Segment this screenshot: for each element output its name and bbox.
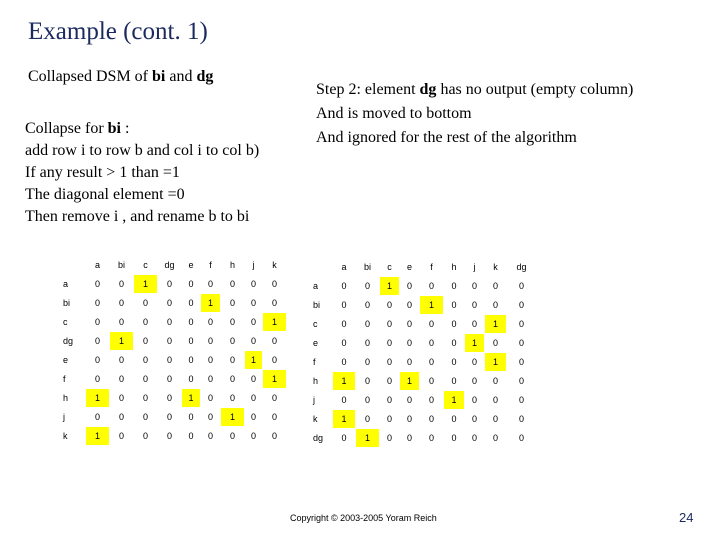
matrix-cell: 0 <box>245 408 263 427</box>
matrix-cell: 0 <box>444 429 465 448</box>
copyright: Copyright © 2003-2005 Yoram Reich <box>290 513 437 523</box>
matrix-cell: 0 <box>507 429 537 448</box>
matrix-cell: 1 <box>380 277 400 296</box>
matrix-row <box>311 391 537 410</box>
matrix-cell: 0 <box>158 351 182 370</box>
matrix-cell: 0 <box>201 427 221 446</box>
row-header: c <box>61 313 86 332</box>
collapse-line-5: Then remove i , and rename b to bi <box>25 208 250 225</box>
matrix-cell: 0 <box>158 370 182 389</box>
matrix-cell: 1 <box>221 408 245 427</box>
matrix-cell: 0 <box>245 294 263 313</box>
step2-line-1-pre: Step 2: element <box>316 81 420 98</box>
matrix-cell: 0 <box>420 429 444 448</box>
collapse-line-1-post: : <box>121 120 130 137</box>
matrix-cell: 0 <box>465 410 485 429</box>
matrix-cell: 0 <box>134 370 158 389</box>
column-header: k <box>263 256 287 275</box>
matrix-cell: 0 <box>263 351 287 370</box>
step2-text <box>316 78 633 150</box>
collapse-line-1-pre: Collapse for <box>25 120 108 137</box>
matrix-cell: 1 <box>444 391 465 410</box>
matrix-cell: 0 <box>110 313 134 332</box>
matrix-cell: 0 <box>201 313 221 332</box>
matrix-cell: 1 <box>182 389 201 408</box>
matrix-cell: 0 <box>110 370 134 389</box>
matrix-cell: 0 <box>444 372 465 391</box>
matrix-cell: 0 <box>507 277 537 296</box>
row-header: h <box>311 372 333 391</box>
matrix-cell: 0 <box>134 408 158 427</box>
matrix-cell: 0 <box>134 313 158 332</box>
matrix-cell: 0 <box>201 389 221 408</box>
matrix-cell: 0 <box>420 277 444 296</box>
matrix-cell: 0 <box>221 427 245 446</box>
subtitle-mid: and <box>165 68 197 85</box>
matrix-cell: 0 <box>158 275 182 294</box>
matrix-cell: 0 <box>400 315 420 334</box>
matrix-cell: 0 <box>485 410 507 429</box>
column-header: bi <box>356 258 380 277</box>
matrix-row <box>311 334 537 353</box>
matrix-cell: 0 <box>420 391 444 410</box>
matrix-row <box>311 372 537 391</box>
row-header: e <box>311 334 333 353</box>
row-header: k <box>61 427 86 446</box>
matrix-cell: 0 <box>221 370 245 389</box>
matrix-cell: 0 <box>110 294 134 313</box>
subtitle-dg: dg <box>196 68 214 85</box>
matrix-cell: 0 <box>201 332 221 351</box>
matrix-cell: 0 <box>400 391 420 410</box>
matrix-cell: 0 <box>201 275 221 294</box>
matrix-cell: 0 <box>380 410 400 429</box>
matrix-cell: 0 <box>221 389 245 408</box>
matrix-cell: 0 <box>245 313 263 332</box>
matrix-row <box>311 429 537 448</box>
column-header: j <box>245 256 263 275</box>
matrix-cell: 1 <box>86 427 110 446</box>
matrix-cell: 0 <box>182 294 201 313</box>
matrix-cell: 1 <box>201 294 221 313</box>
matrix-cell: 1 <box>86 389 110 408</box>
matrix-cell: 0 <box>465 296 485 315</box>
matrix-cell: 0 <box>333 296 356 315</box>
matrix-cell: 0 <box>263 275 287 294</box>
matrix-cell: 0 <box>134 427 158 446</box>
column-header: h <box>444 258 465 277</box>
matrix-row <box>311 277 537 296</box>
matrix-cell: 0 <box>158 294 182 313</box>
matrix-cell: 0 <box>380 372 400 391</box>
corner-cell <box>311 258 333 277</box>
row-header: a <box>61 275 86 294</box>
matrix-cell: 0 <box>356 410 380 429</box>
matrix-cell: 0 <box>465 372 485 391</box>
matrix-cell: 0 <box>245 389 263 408</box>
matrix-cell: 0 <box>400 353 420 372</box>
header-row <box>311 258 537 277</box>
collapse-line-2: add row i to row b and col i to col b) <box>25 142 260 159</box>
matrix-cell: 0 <box>507 315 537 334</box>
column-header: f <box>201 256 221 275</box>
matrix-cell: 0 <box>134 351 158 370</box>
matrix-cell: 0 <box>158 427 182 446</box>
matrix-cell: 0 <box>380 334 400 353</box>
matrix-cell: 0 <box>420 410 444 429</box>
matrix-cell: 0 <box>356 391 380 410</box>
column-header: f <box>420 258 444 277</box>
matrix-cell: 0 <box>86 408 110 427</box>
matrix-cell: 0 <box>356 296 380 315</box>
matrix-cell: 0 <box>182 332 201 351</box>
matrix-cell: 1 <box>333 372 356 391</box>
matrix-row <box>61 313 287 332</box>
matrix-cell: 0 <box>400 277 420 296</box>
matrix-cell: 0 <box>507 391 537 410</box>
matrix-cell: 0 <box>465 277 485 296</box>
matrix-cell: 1 <box>356 429 380 448</box>
matrix-cell: 0 <box>221 332 245 351</box>
matrix-cell: 0 <box>444 410 465 429</box>
matrix-row <box>311 353 537 372</box>
matrix-row <box>311 410 537 429</box>
row-header: j <box>61 408 86 427</box>
corner-cell <box>61 256 86 275</box>
collapse-line-3: If any result > 1 than =1 <box>25 164 180 181</box>
row-header: f <box>61 370 86 389</box>
matrix-cell: 0 <box>201 408 221 427</box>
matrix-cell: 0 <box>420 315 444 334</box>
matrix-cell: 0 <box>158 408 182 427</box>
matrix-cell: 0 <box>356 372 380 391</box>
matrix-cell: 0 <box>400 429 420 448</box>
matrix-cell: 0 <box>465 315 485 334</box>
column-header: a <box>333 258 356 277</box>
matrix-cell: 0 <box>444 277 465 296</box>
matrix-cell: 0 <box>86 351 110 370</box>
matrix-cell: 0 <box>158 332 182 351</box>
matrix-cell: 0 <box>221 275 245 294</box>
matrix-cell: 0 <box>182 427 201 446</box>
matrix-cell: 0 <box>333 391 356 410</box>
column-header: e <box>182 256 201 275</box>
matrix-row <box>311 296 537 315</box>
matrix-cell: 0 <box>263 427 287 446</box>
matrix-cell: 0 <box>380 296 400 315</box>
matrix-cell: 0 <box>86 370 110 389</box>
step2-line-1-bold: dg <box>419 81 437 98</box>
matrix-cell: 0 <box>485 429 507 448</box>
matrix-cell: 0 <box>333 277 356 296</box>
matrix-cell: 0 <box>420 372 444 391</box>
matrix-cell: 0 <box>110 351 134 370</box>
matrix-cell: 0 <box>110 427 134 446</box>
matrix-row <box>61 427 287 446</box>
column-header: dg <box>507 258 537 277</box>
column-header: j <box>465 258 485 277</box>
matrix-cell: 1 <box>263 313 287 332</box>
matrix-cell: 0 <box>356 353 380 372</box>
row-header: bi <box>311 296 333 315</box>
matrix-cell: 0 <box>400 296 420 315</box>
matrix-cell: 0 <box>420 334 444 353</box>
matrix-cell: 0 <box>221 294 245 313</box>
matrix-cell: 0 <box>201 351 221 370</box>
matrix-cell: 0 <box>110 389 134 408</box>
matrix-cell: 0 <box>465 353 485 372</box>
step2-line-3: And ignored for the rest of the algorithm <box>316 129 577 146</box>
matrix-cell: 0 <box>507 296 537 315</box>
matrix-cell: 0 <box>485 372 507 391</box>
matrix-cell: 0 <box>380 315 400 334</box>
matrix-cell: 0 <box>110 408 134 427</box>
row-header: j <box>311 391 333 410</box>
matrix-row <box>61 370 287 389</box>
slide-title: Example (cont. 1) <box>28 18 208 45</box>
matrix-row <box>61 332 287 351</box>
matrix-cell: 0 <box>110 275 134 294</box>
matrix-cell: 0 <box>86 332 110 351</box>
matrix-cell: 0 <box>263 332 287 351</box>
subtitle-bi: bi <box>152 68 166 85</box>
row-header: a <box>311 277 333 296</box>
collapse-line-4: The diagonal element =0 <box>25 186 185 203</box>
matrix-cell: 0 <box>380 353 400 372</box>
step2-line-2: And is moved to bottom <box>316 105 472 122</box>
matrix-cell: 0 <box>485 296 507 315</box>
matrix-cell: 0 <box>356 334 380 353</box>
matrix-cell: 0 <box>333 334 356 353</box>
column-header: e <box>400 258 420 277</box>
matrix-cell: 0 <box>263 294 287 313</box>
matrix-cell: 0 <box>485 277 507 296</box>
header-row <box>61 256 287 275</box>
row-header: k <box>311 410 333 429</box>
matrix-cell: 0 <box>182 351 201 370</box>
matrix-cell: 0 <box>333 315 356 334</box>
row-header: dg <box>311 429 333 448</box>
matrix-cell: 0 <box>86 275 110 294</box>
row-header: h <box>61 389 86 408</box>
matrix-cell: 0 <box>221 351 245 370</box>
column-header: bi <box>110 256 134 275</box>
matrix-cell: 0 <box>245 370 263 389</box>
matrix-cell: 0 <box>182 370 201 389</box>
matrix-cell: 0 <box>507 410 537 429</box>
row-header: bi <box>61 294 86 313</box>
column-header: c <box>134 256 158 275</box>
matrix-row <box>61 294 287 313</box>
matrix-cell: 0 <box>245 275 263 294</box>
matrix-cell: 0 <box>221 313 245 332</box>
matrix-cell: 0 <box>245 332 263 351</box>
matrix-cell: 1 <box>110 332 134 351</box>
matrix-cell: 1 <box>245 351 263 370</box>
left-dsm-matrix <box>60 255 287 446</box>
matrix-cell: 0 <box>400 410 420 429</box>
matrix-cell: 1 <box>485 353 507 372</box>
matrix-cell: 1 <box>333 410 356 429</box>
matrix-cell: 0 <box>263 408 287 427</box>
matrix-cell: 0 <box>485 334 507 353</box>
matrix-cell: 0 <box>245 427 263 446</box>
matrix-cell: 0 <box>158 313 182 332</box>
collapse-line-1 <box>25 118 259 140</box>
column-header: k <box>485 258 507 277</box>
matrix-cell: 0 <box>201 370 221 389</box>
matrix-cell: 0 <box>444 334 465 353</box>
matrix-cell: 1 <box>420 296 444 315</box>
matrix-cell: 0 <box>333 429 356 448</box>
matrix-cell: 0 <box>182 275 201 294</box>
matrix-cell: 0 <box>507 353 537 372</box>
right-dsm-matrix <box>310 257 537 448</box>
matrix-row <box>61 351 287 370</box>
page-number: 24 <box>679 510 694 525</box>
row-header: e <box>61 351 86 370</box>
matrix-cell: 0 <box>356 277 380 296</box>
column-header: h <box>221 256 245 275</box>
matrix-cell: 0 <box>134 332 158 351</box>
matrix-cell: 0 <box>444 315 465 334</box>
matrix-cell: 0 <box>380 391 400 410</box>
matrix-row <box>311 315 537 334</box>
subtitle-pre: Collapsed DSM of <box>28 68 152 85</box>
matrix-cell: 0 <box>182 313 201 332</box>
matrix-cell: 0 <box>485 391 507 410</box>
row-header: c <box>311 315 333 334</box>
row-header: f <box>311 353 333 372</box>
matrix-cell: 0 <box>134 389 158 408</box>
column-header: dg <box>158 256 182 275</box>
matrix-cell: 1 <box>465 334 485 353</box>
matrix-cell: 0 <box>465 429 485 448</box>
matrix-cell: 1 <box>485 315 507 334</box>
matrix-cell: 0 <box>86 294 110 313</box>
matrix-cell: 0 <box>444 296 465 315</box>
column-header: c <box>380 258 400 277</box>
matrix-row <box>61 389 287 408</box>
matrix-cell: 0 <box>356 315 380 334</box>
matrix-cell: 0 <box>333 353 356 372</box>
step2-line-1 <box>316 78 633 102</box>
row-header: dg <box>61 332 86 351</box>
matrix-cell: 1 <box>134 275 158 294</box>
collapse-instructions <box>25 118 259 228</box>
matrix-cell: 0 <box>507 372 537 391</box>
matrix-cell: 0 <box>420 353 444 372</box>
matrix-row <box>61 275 287 294</box>
matrix-cell: 0 <box>400 334 420 353</box>
matrix-cell: 0 <box>507 334 537 353</box>
collapse-line-1-bold: bi <box>107 120 121 137</box>
matrix-cell: 0 <box>86 313 110 332</box>
matrix-cell: 0 <box>134 294 158 313</box>
matrix-row <box>61 408 287 427</box>
matrix-cell: 0 <box>444 353 465 372</box>
matrix-cell: 0 <box>263 389 287 408</box>
matrix-cell: 0 <box>158 389 182 408</box>
matrix-cell: 0 <box>182 408 201 427</box>
subtitle <box>28 66 213 88</box>
matrix-cell: 1 <box>263 370 287 389</box>
column-header: a <box>86 256 110 275</box>
step2-line-1-post: has no output (empty column) <box>436 81 634 98</box>
matrix-cell: 1 <box>400 372 420 391</box>
matrix-cell: 0 <box>465 391 485 410</box>
matrix-cell: 0 <box>380 429 400 448</box>
